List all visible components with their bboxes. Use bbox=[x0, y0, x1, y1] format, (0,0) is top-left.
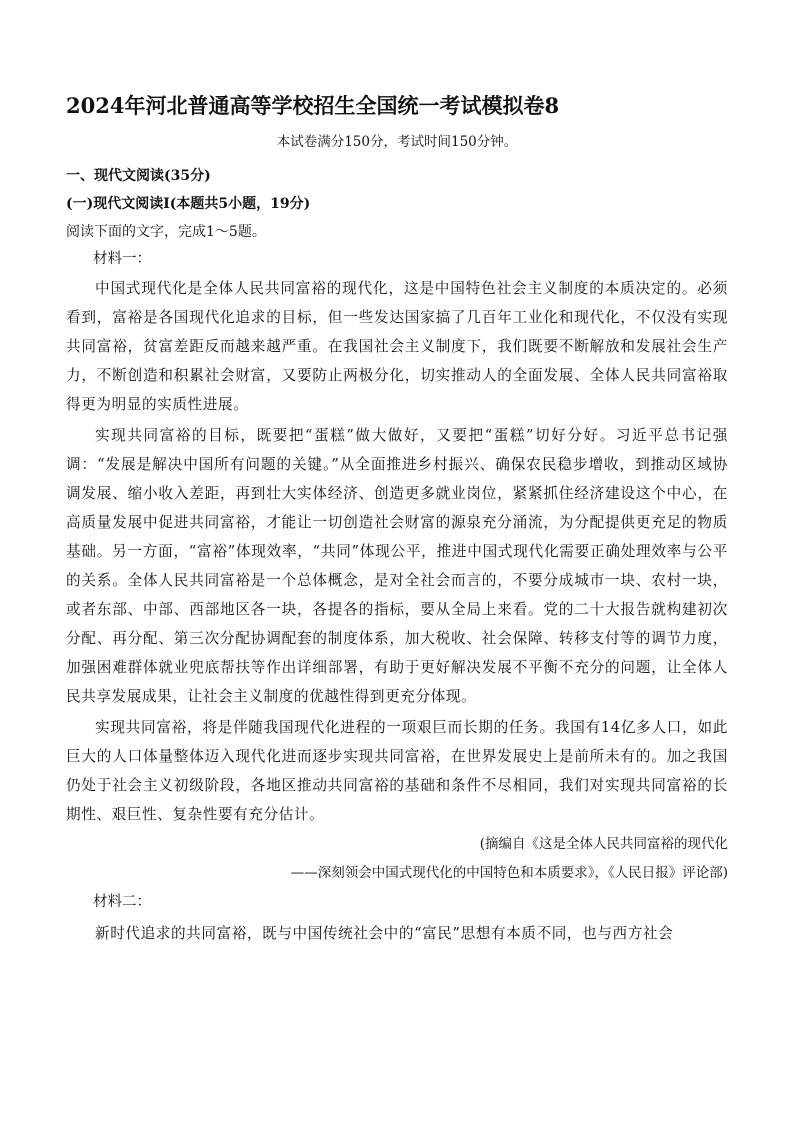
exam-subtitle: 本试卷满分150分，考试时间150分钟。 bbox=[276, 134, 518, 150]
exam-page bbox=[66, 92, 728, 948]
exam-title: 2024年河北普通高等学校招生全国统一考试模拟卷8 bbox=[66, 93, 560, 118]
material-two-paragraph: 新时代追求的共同富裕，既与中国传统社会中的“富民”思想有本质不同，也与西方社会 bbox=[95, 925, 674, 942]
section-heading: 一、现代文阅读(35分) bbox=[66, 168, 211, 184]
material-two-label: 材料二： bbox=[93, 894, 151, 910]
material-one-paragraph: 中国式现代化是全体人民共同富裕的现代化，这是中国特色社会主义制度的本质决定的。必须看到，富裕是各国现代化追求的目标，但一些发达国家搞了几百年工业化和现代化，不仅没有实现共同富裕，贫富差距反而越来越严重。在我国社会主义制度下，我们既要不断解放和发展社会生产力，不断创造和积累社会财富，又要防止两极分化，切实推动人的全面发展、全体人民共同富裕取得更为明显的实质性进展。 bbox=[66, 280, 728, 413]
source-citation-line-1: (摘编自《这是全体人民共同富裕的现代化 bbox=[479, 836, 728, 852]
subsection-heading: (一)现代文阅读Ⅰ(本题共5小题，19分) bbox=[66, 196, 311, 212]
material-one-paragraph: 实现共同富裕，将是伴随我国现代化进程的一项艰巨而长期的任务。我国有14亿多人口，如此巨大的人口体量整体迈入现代化进而逐步实现共同富裕，在世界发展史上是前所未有的。加之我国仍处于社会主义初级阶段，各地区推动共同富裕的基础和条件不尽相同，我们对实现共同富裕的长期性、艰巨性、复杂性要有充分估计。 bbox=[66, 719, 728, 823]
material-one-label: 材料一： bbox=[93, 251, 151, 267]
reading-instruction: 阅读下面的文字，完成1～5题。 bbox=[66, 224, 266, 240]
source-citation-line-2: ——深刻领会中国式现代化的中国特色和本质要求》，《人民日报》评论部) bbox=[290, 865, 728, 881]
material-one-paragraph: 实现共同富裕的目标，既要把“蛋糕”做大做好，又要把“蛋糕”切好分好。习近平总书记强调：“发展是解决中国所有问题的关键。”从全面推进乡村振兴、确保农民稳步增收，到推动区域协调发展、缩小收入差距，再到壮大实体经济、创造更多就业岗位，紧紧抓住经济建设这个中心，在高质量发展中促进共同富裕，才能让一切创造社会财富的源泉充分涌流，为分配提供更充足的物质基础。另一方面，“富裕”体现效率，“共同”体现公平，推进中国式现代化需要正确处理效率与公平的关系。全体人民共同富裕是一个总体概念，是对全社会而言的，不要分成城市一块、农村一块，或者东部、中部、西部地区各一块，各提各的指标，要从全局上来看。党的二十大报告就构建初次分配、再分配、第三次分配协调配套的制度体系，加大税收、社会保障、转移支付等的调节力度，加强困难群体就业兜底帮扶等作出详细部署，有助于更好解决发展不平衡不充分的问题，让全体人民共享发展成果，让社会主义制度的优越性得到更充分体现。 bbox=[66, 427, 728, 705]
